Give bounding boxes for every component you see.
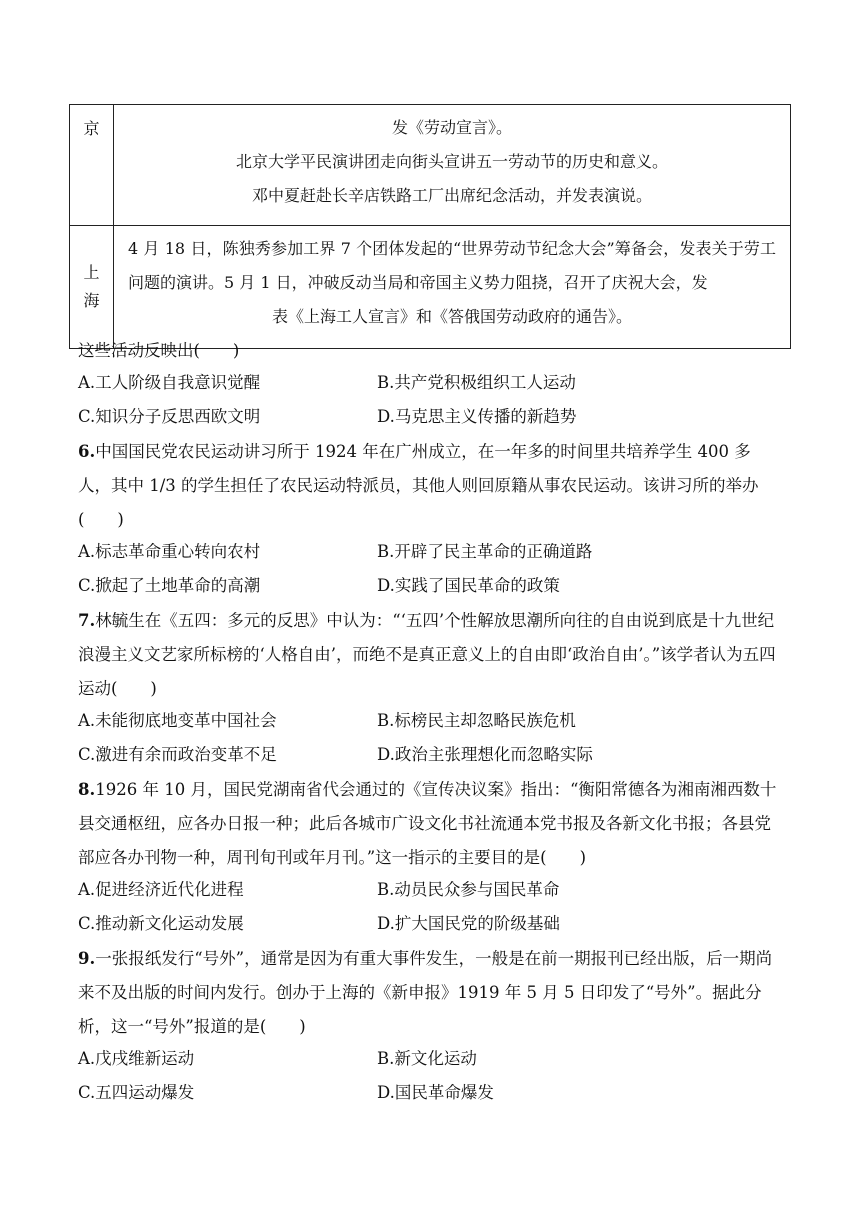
table-text-line: 邓中夏赶赴长辛店铁路工厂出席纪念活动，并发表演说。 bbox=[251, 186, 652, 205]
table-paragraph bbox=[128, 232, 776, 334]
q7-option-a[interactable]: A.未能彻底地变革中国社会 bbox=[78, 711, 277, 730]
table-text-line: 北京大学平民演讲团走向街头宣讲五一劳动节的历史和意义。 bbox=[235, 152, 668, 171]
table-paragraph-text: 4 月 18 日，陈独秀参加工界 7 个团体发起的“世界劳动节纪念大会”筹备会，发表关于劳工问题的演讲。5 月 1 日，冲破反动当局和帝国主义势力阻挠，召开了庆祝大会，发 bbox=[128, 239, 776, 292]
question-stem: 林毓生在《五四：多元的反思》中认为：“‘五四’个性解放思潮所向往的自由说到底是十九世纪浪漫主义文艺家所标榜的‘人格自由’，而绝不是真正意义上的自由即‘政治自由’。”该学者认为五四运动( ) bbox=[78, 611, 776, 698]
q9-option-b[interactable]: B.新文化运动 bbox=[377, 1049, 477, 1068]
region-cell-beijing bbox=[70, 105, 114, 226]
content-cell-beijing bbox=[114, 105, 791, 226]
q8-option-d[interactable]: D.扩大国民党的阶级基础 bbox=[377, 914, 560, 933]
region-label: 京 bbox=[83, 119, 100, 138]
q5-option-d[interactable]: D.马克思主义传播的新趋势 bbox=[377, 407, 577, 426]
question-7 bbox=[78, 604, 778, 706]
content-cell-shanghai bbox=[114, 226, 791, 349]
q9-option-c[interactable]: C.五四运动爆发 bbox=[78, 1083, 195, 1102]
table-row-shanghai bbox=[70, 226, 791, 349]
question-stem: 1926 年 10 月，国民党湖南省代会通过的《宣传决议案》指出：“衡阳常德各为湘南湘西数十县交通枢纽，应各办日报一种；此后各城市广设文化书社流通本党书报及各新文化书报；各县党部应各办刊物一种，周刊旬刊或年月刊。”这一指示的主要目的是( ) bbox=[78, 780, 777, 867]
table-paragraph-last-line: 表《上海工人宣言》和《答俄国劳动政府的通告》。 bbox=[271, 307, 632, 326]
question-number: 8. bbox=[78, 780, 96, 799]
q8-option-b[interactable]: B.动员民众参与国民革命 bbox=[377, 880, 560, 899]
question-6 bbox=[78, 435, 778, 537]
region-cell-shanghai bbox=[70, 226, 114, 349]
q5-option-a[interactable]: A.工人阶级自我意识觉醒 bbox=[78, 373, 261, 392]
table-text-line: 发《劳动宣言》。 bbox=[391, 118, 512, 137]
q6-option-b[interactable]: B.开辟了民主革命的正确道路 bbox=[377, 542, 593, 561]
question-stem: 中国国民党农民运动讲习所于 1924 年在广州成立，在一年多的时间里共培养学生 400 多人，其中 1/3 的学生担任了农民运动特派员，其他人则回原籍从事农民运动。该讲习所的举办( ) bbox=[78, 442, 759, 529]
question-5-stem: 这些活动反映出( ) bbox=[78, 341, 240, 360]
q7-option-c[interactable]: C.激进有余而政治变革不足 bbox=[78, 745, 277, 764]
q8-option-c[interactable]: C.推动新文化运动发展 bbox=[78, 914, 244, 933]
question-number: 7. bbox=[78, 611, 96, 630]
q7-option-b[interactable]: B.标榜民主却忽略民族危机 bbox=[377, 711, 576, 730]
question-number: 9. bbox=[78, 949, 96, 968]
table-row-beijing bbox=[70, 105, 791, 226]
q8-option-a[interactable]: A.促进经济近代化进程 bbox=[78, 880, 244, 899]
activity-table bbox=[69, 104, 791, 349]
question-9 bbox=[78, 942, 778, 1044]
q5-option-c[interactable]: C.知识分子反思西欧文明 bbox=[78, 407, 261, 426]
region-label: 上 bbox=[83, 262, 100, 282]
q5-option-b[interactable]: B.共产党积极组织工人运动 bbox=[377, 373, 576, 392]
question-number: 6. bbox=[78, 442, 96, 461]
q6-option-c[interactable]: C.掀起了土地革命的高潮 bbox=[78, 576, 261, 595]
q6-option-d[interactable]: D.实践了国民革命的政策 bbox=[377, 576, 560, 595]
q9-option-d[interactable]: D.国民革命爆发 bbox=[377, 1083, 494, 1102]
question-stem: 一张报纸发行“号外”，通常是因为有重大事件发生，一般是在前一期报刊已经出版，后一期尚来不及出版的时间内发行。创办于上海的《新申报》1919 年 5 月 5 日印发了“号外”。据此分析，这一“号外”报道的是( ) bbox=[78, 949, 773, 1036]
question-8 bbox=[78, 773, 778, 875]
region-label: 海 bbox=[83, 290, 100, 310]
q6-option-a[interactable]: A.标志革命重心转向农村 bbox=[78, 542, 261, 561]
q9-option-a[interactable]: A.戊戌维新运动 bbox=[78, 1049, 195, 1068]
q7-option-d[interactable]: D.政治主张理想化而忽略实际 bbox=[377, 745, 593, 764]
